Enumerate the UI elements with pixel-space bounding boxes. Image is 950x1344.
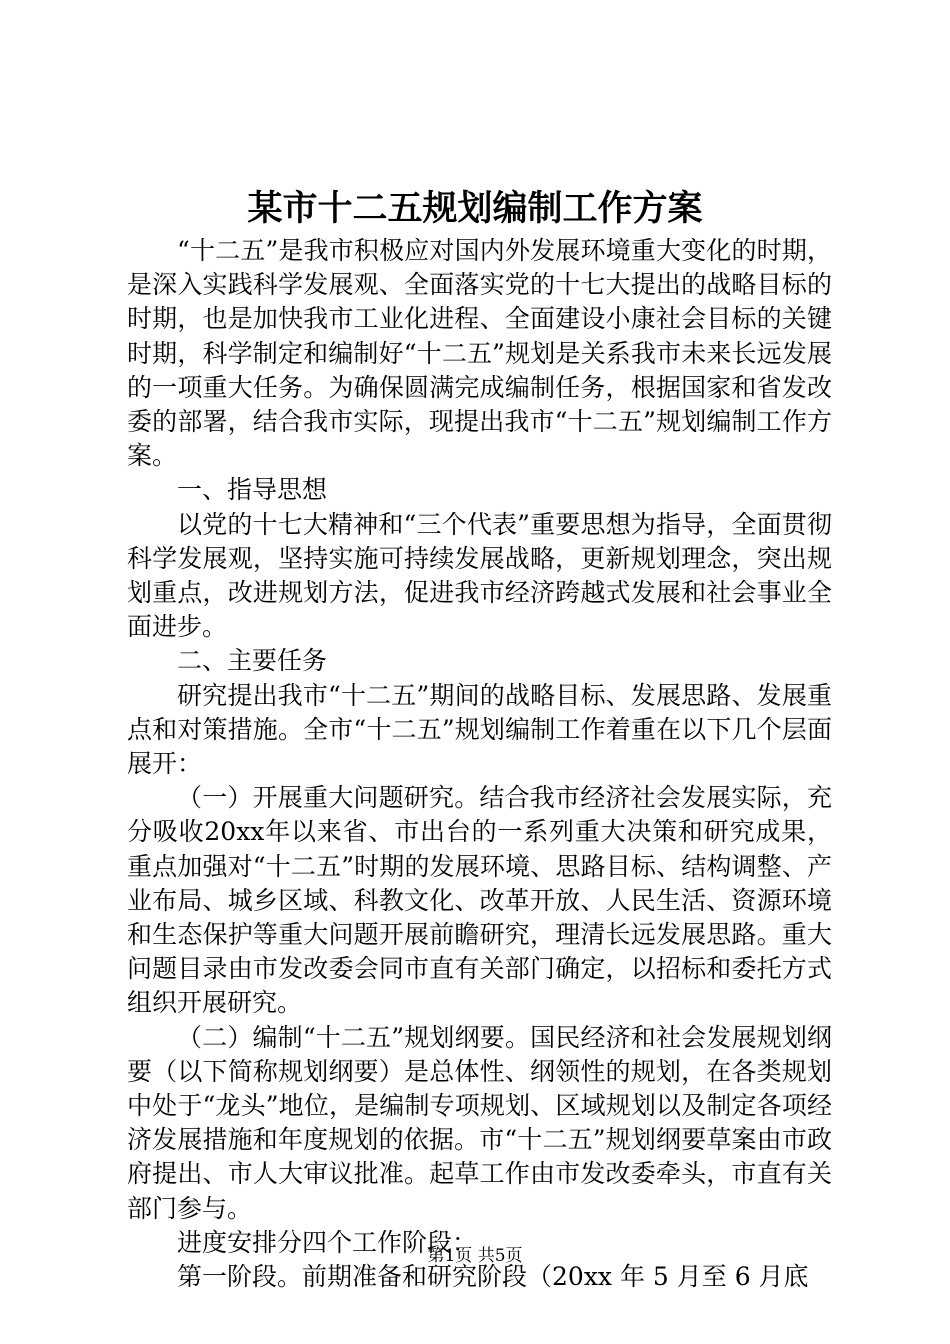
main-tasks-paragraph: 研究提出我市“十二五”期间的战略目标、发展思路、发展重点和对策措施。全市“十二五”规划编制工作着重在以下几个层面展开： — [127, 680, 832, 779]
page-footer: 第1页 共5页 — [427, 1246, 523, 1266]
schedule-intro-paragraph: 进度安排分四个工作阶段： — [177, 1227, 478, 1257]
task-two-paragraph: （二）编制“十二五”规划纲要。国民经济和社会发展规划纲要（以下简称规划纲要）是总体性、纲领性的规划，在各类规划中处于“龙头”地位，是编制专项规划、区域规划以及制定各项经济发展措施和年度规划的依据。市“十二五”规划纲要草案由市政府提出、市人大审议批准。起草工作由市发改委牵头，市直有关部门参与。 — [127, 1022, 832, 1223]
guiding-ideology-paragraph: 以党的十七大精神和“三个代表”重要思想为指导，全面贯彻科学发展观，坚持实施可持续发展战略，更新规划理念，突出规划重点，改进规划方法，促进我市经济跨越式发展和社会事业全面进步。 — [127, 509, 832, 642]
phase-one-paragraph: 第一阶段。前期准备和研究阶段（20xx 年 5 月至 6 月底 — [177, 1262, 809, 1292]
document-title: 某市十二五规划编制工作方案 — [247, 188, 703, 229]
task-one-paragraph: （一）开展重大问题研究。结合我市经济社会发展实际，充分吸收20xx年以来省、市出台的一系列重大决策和研究成果，重点加强对“十二五”时期的发展环境、思路目标、结构调整、产业布局、城乡区域、科教文化、改革开放、人民生活、资源环境和生态保护等重大问题开展前瞻研究，理清长远发展思路。重大问题目录由市发改委会同市直有关部门确定，以招标和委托方式组织开展研究。 — [127, 783, 832, 1018]
intro-paragraph: “十二五”是我市积极应对国内外发展环境重大变化的时期，是深入实践科学发展观、全面落实党的十七大提出的战略目标的时期，也是加快我市工业化进程、全面建设小康社会目标的关键时期，科学制定和编制好“十二五”规划是关系我市未来长远发展的一项重大任务。为确保圆满完成编制任务，根据国家和省发改委的部署，结合我市实际，现提出我市“十二五”规划编制工作方案。 — [127, 236, 832, 471]
section-heading-main-tasks: 二、主要任务 — [177, 646, 328, 676]
document-body — [127, 234, 832, 1294]
section-heading-guiding-ideology: 一、指导思想 — [177, 475, 328, 505]
